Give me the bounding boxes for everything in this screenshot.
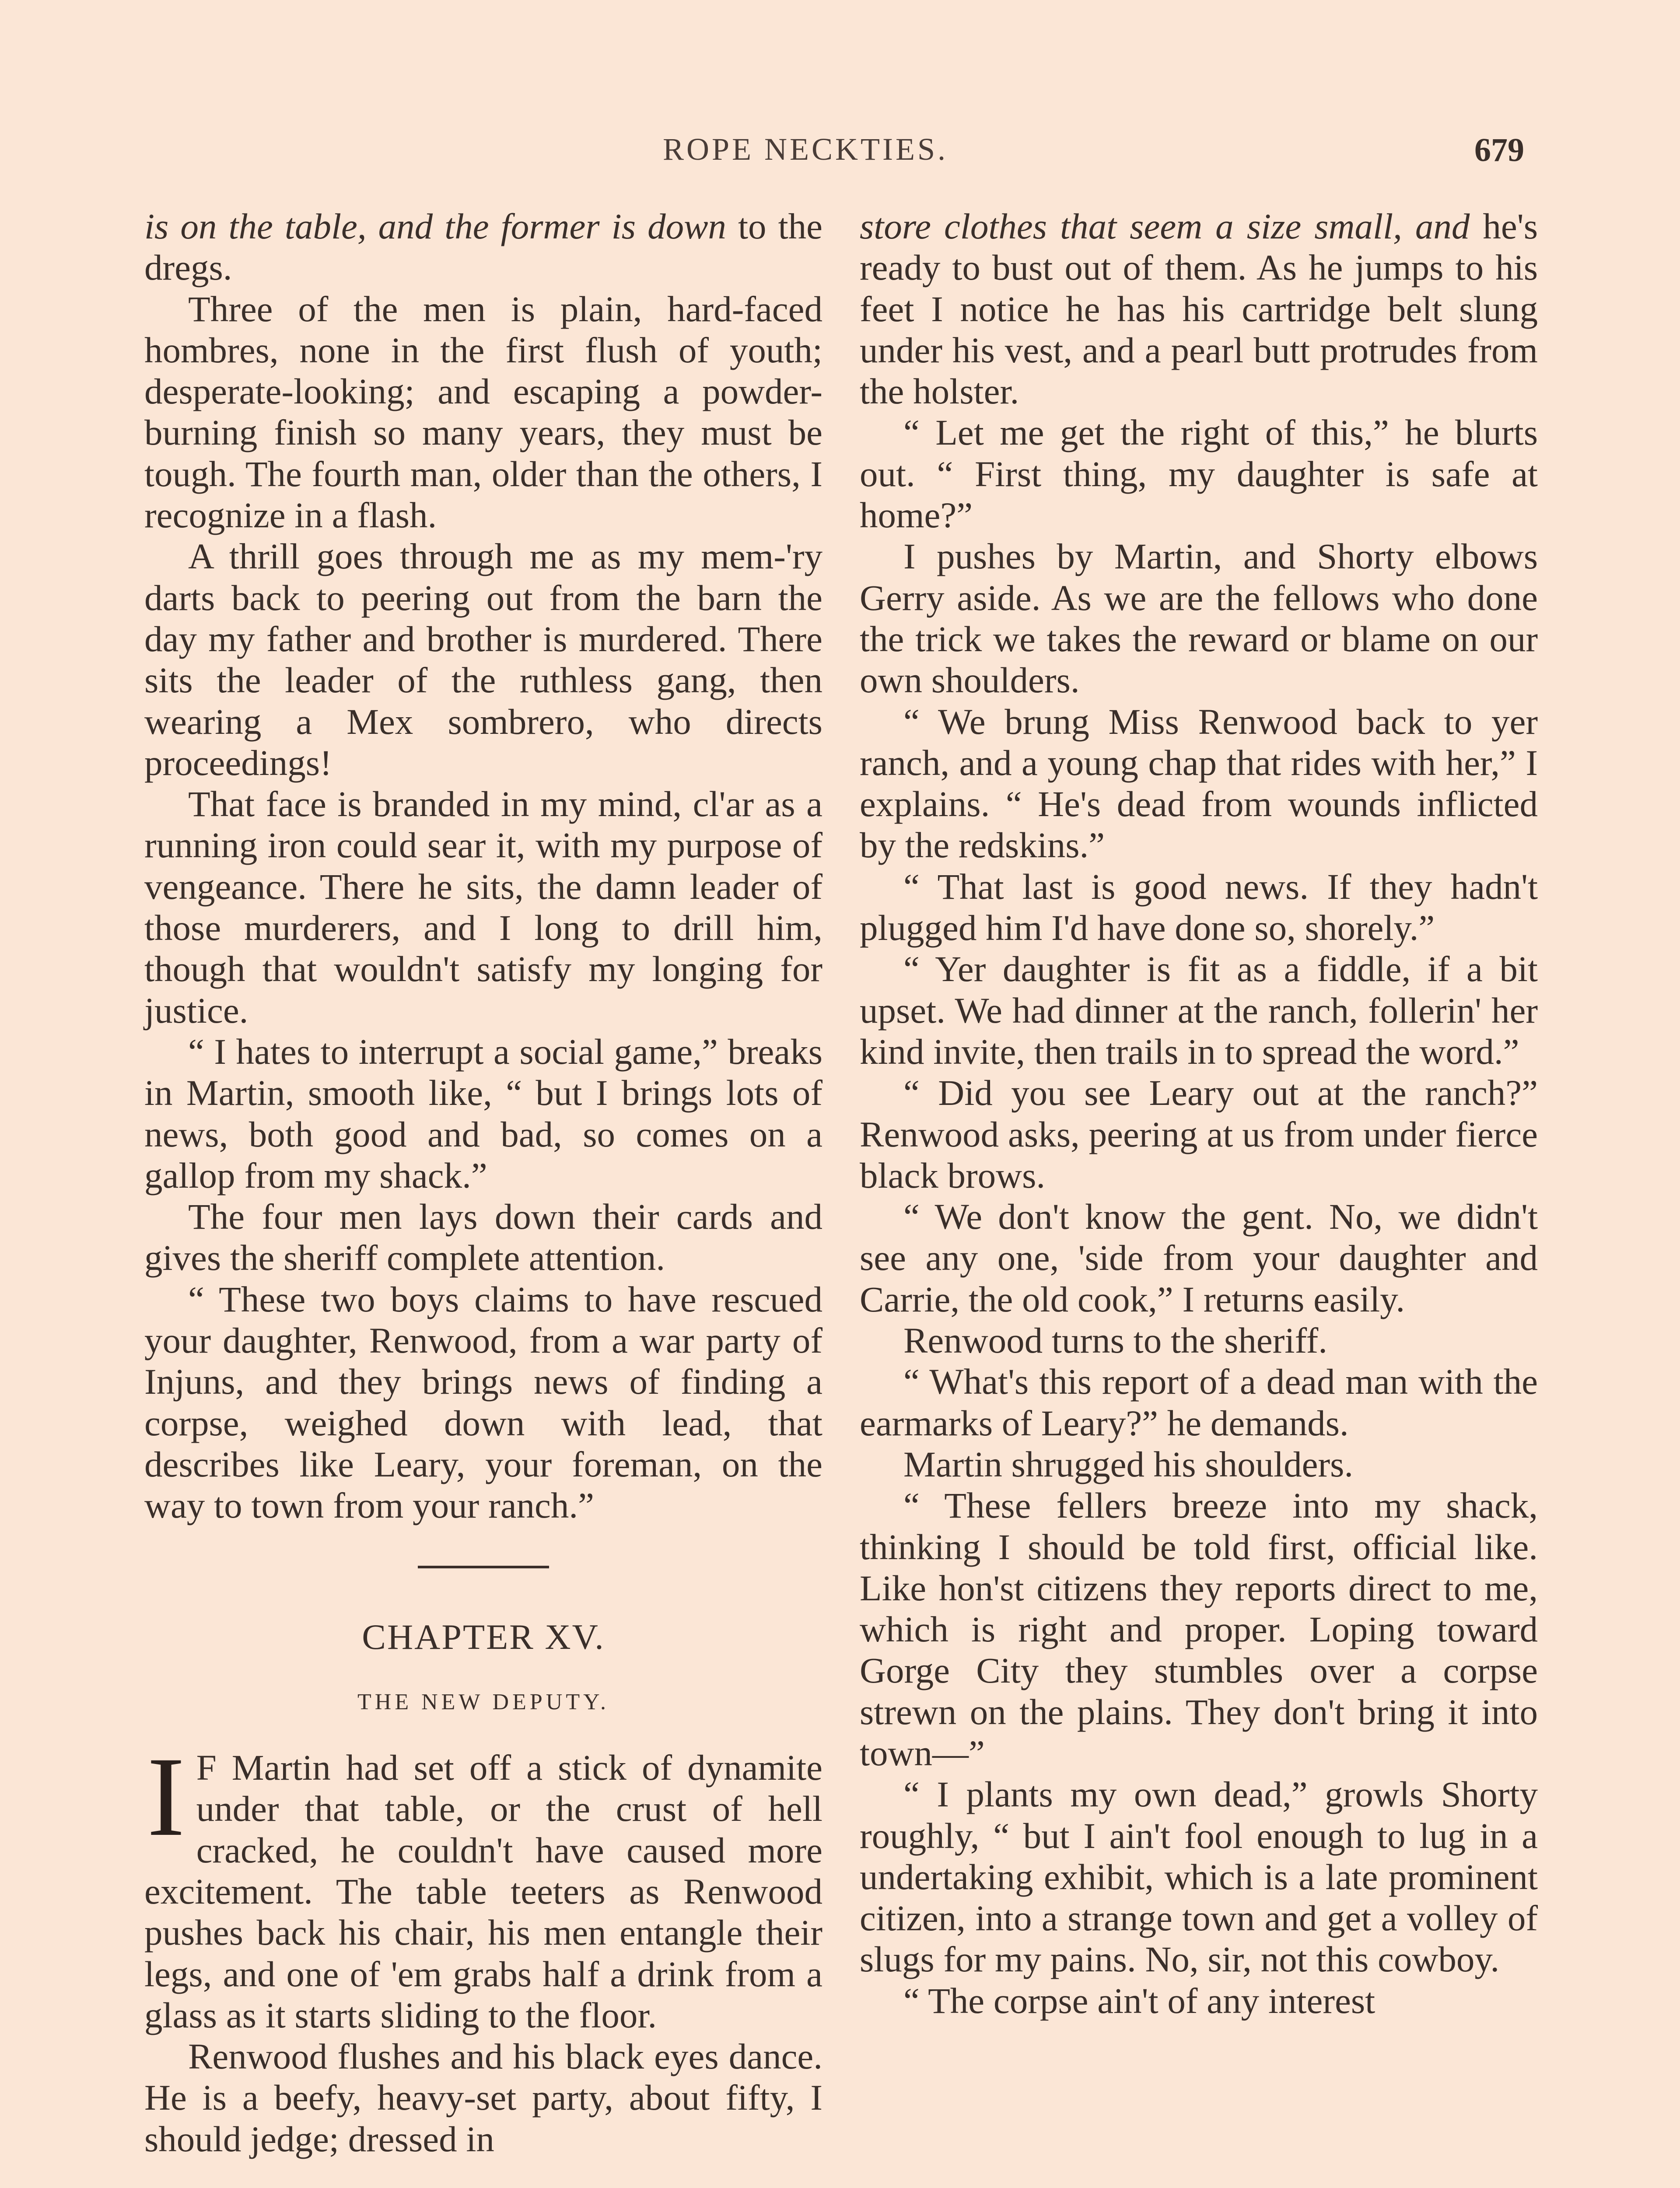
paragraph: Renwood flushes and his black eyes dance. He is a beefy, heavy-set party, about fifty, I should jedge; dressed in [144, 2036, 822, 2159]
paragraph-text: F Martin had set off a stick of dynamite under that table, or the crust of hell cracked, he couldn't have caused more excitement. The table teeters as Renwood pushes back his chair, his men entangle their legs, and one of 'em grabs half a drink from a glass as it starts sliding to the floor. [144, 1747, 822, 2035]
paragraph [144, 1734, 822, 2036]
right-column [860, 206, 1538, 2021]
paragraph: “ I plants my own dead,” growls Shorty roughly, “ but I ain't fool enough to lug in a undertaking exhibit, which is a late prominent citizen, into a strange town and get a volley of slugs for my pains. No, sir, not this cowboy. [860, 1774, 1538, 1980]
chapter-subtitle: THE NEW DEPUTY. [357, 1689, 609, 1715]
paragraph: The four men lays down their cards and gives the sheriff complete attention. [144, 1196, 822, 1278]
chapter-title: CHAPTER XV. [362, 1616, 605, 1657]
paragraph: That face is branded in my mind, cl'ar as a running iron could sear it, with my purpose of vengeance. There he sits, the damn leader of those murderers, and I long to drill him, though that wouldn't satisfy my longing for justice. [144, 784, 822, 1031]
paragraph: “ The corpse ain't of any interest [903, 1980, 1376, 2021]
paragraph: “ These fellers breeze into my shack, thinking I should be told first, official like. Like hon'st citizens they reports direct to me, which is right and proper. Loping toward Gorge City they stumbles over a corpse strewn on the plains. They don't bring it into town—” [860, 1485, 1538, 1773]
left-column [144, 206, 822, 2160]
running-title: ROPE NECKTIES. [663, 132, 948, 167]
paragraph [144, 206, 822, 288]
paragraph: “ That last is good news. If they hadn't plugged him I'd have done so, shorely.” [860, 866, 1538, 948]
italic-line: store clothes that seem a size small, and [860, 206, 1470, 246]
paragraph: I pushes by Martin, and Shorty elbows Gerry aside. As we are the fellows who done the trick we takes the reward or blame on our own shoulders. [860, 536, 1538, 701]
paragraph: “ Yer daughter is fit as a fiddle, if a bit upset. We had dinner at the ranch, follerin' her kind invite, then trails in to spread the word.” [860, 949, 1538, 1072]
paragraph-text: he's ready to bust out of them. As he jumps to his feet I notice he has his cartridge belt slung under his vest, and a pearl butt protrudes from the holster. [860, 206, 1538, 412]
italic-line: is on the table, and the former is down [144, 206, 726, 246]
paragraph: Martin shrugged his shoulders. [903, 1444, 1354, 1484]
section-divider [418, 1566, 549, 1568]
paragraph [860, 206, 1538, 412]
paragraph: “ These two boys claims to have rescued your daughter, Renwood, from a war party of Injuns, and they brings news of finding a corpse, weighed down with lead, that describes like Leary, your foreman, on the way to town from your ranch.” [144, 1279, 822, 1526]
paragraph: “ I hates to interrupt a social game,” breaks in Martin, smooth like, “ but I brings lots of news, both good and bad, so comes on a gallop from my shack.” [144, 1031, 822, 1196]
paragraph-text: to the dregs. [144, 206, 823, 288]
paragraph: Renwood turns to the sheriff. [903, 1320, 1327, 1361]
paragraph: “ Did you see Leary out at the ranch?” Renwood asks, peering at us from under fierce black brows. [860, 1073, 1538, 1196]
paragraph: “ Let me get the right of this,” he blurts out. “ First thing, my daughter is safe at home?” [860, 412, 1538, 536]
page-number: 679 [1474, 132, 1524, 168]
paragraph: “ What's this report of a dead man with the earmarks of Leary?” he demands. [860, 1361, 1538, 1443]
paragraph: A thrill goes through me as my mem-'ry darts back to peering out from the barn the day my father and brother is murdered. There sits the leader of the ruthless gang, then wearing a Mex sombrero, who directs proceedings! [144, 536, 822, 783]
paragraph: “ We brung Miss Renwood back to yer ranch, and a young chap that rides with her,” I explains. “ He's dead from wounds inflicted by the redskins.” [860, 701, 1538, 866]
drop-cap: I [147, 1734, 185, 1860]
paragraph: Three of the men is plain, hard-faced hombres, none in the first flush of youth; desperate-looking; and escaping a powder-burning finish so many years, they must be tough. The fourth man, older than the others, I recognize in a flash. [144, 288, 822, 536]
paragraph: “ We don't know the gent. No, we didn't see any one, 'side from your daughter and Carrie, the old cook,” I returns easily. [860, 1196, 1538, 1319]
